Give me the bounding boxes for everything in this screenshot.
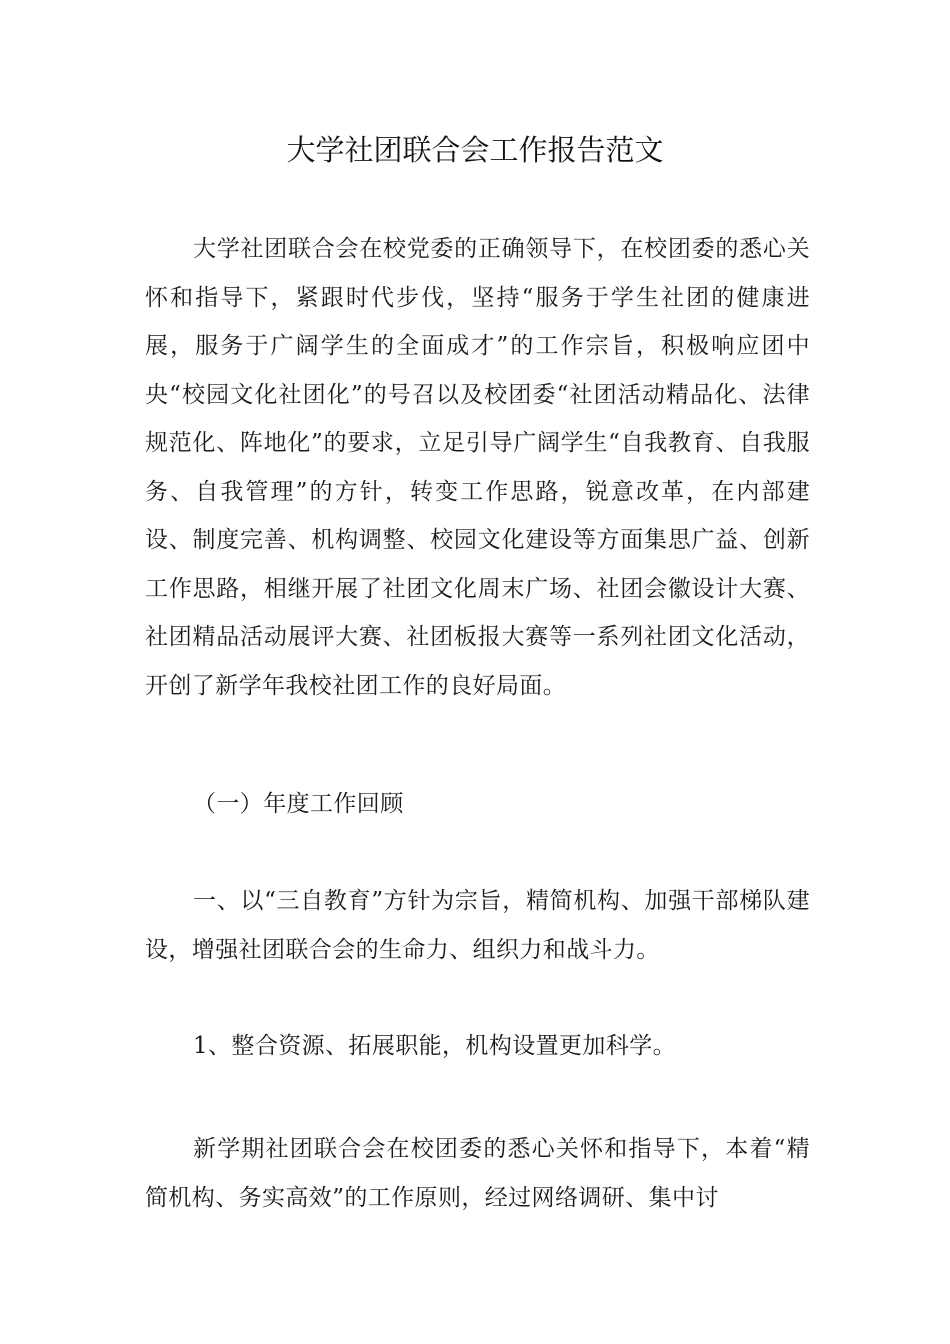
sub-item-one-paragraph: 1、整合资源、拓展职能，机构设置更加科学。 <box>193 1033 677 1059</box>
section-heading: （一）年度工作回顾 <box>193 791 404 817</box>
item-one-paragraph: 一、以“三自教育”方针为宗旨，精简机构、加强干部梯队建设，增强社团联合会的生命力、组织力和战斗力。 <box>145 888 810 963</box>
body-paragraph: 新学期社团联合会在校团委的悉心关怀和指导下，本着“精简机构、务实高效”的工作原则，经过网络调研、集中讨 <box>145 1136 810 1211</box>
document-title: 大学社团联合会工作报告范文 <box>286 133 664 167</box>
intro-paragraph: 大学社团联合会在校党委的正确领导下，在校团委的悉心关怀和指导下，紧跟时代步伐，坚持“服务于学生社团的健康进展，服务于广阔学生的全面成才”的工作宗旨，积极响应团中央“校园文化社团化”的号召以及校团委“社团活动精品化、法律规范化、阵地化”的要求，立足引导广阔学生“自我教育、自我服务、自我管理”的方针，转变工作思路，锐意改革，在内部建设、制度完善、机构调整、校园文化建设等方面集思广益、创新工作思路，相继开展了社团文化周末广场、社团会徽设计大赛、社团精品活动展评大赛、社团板报大赛等一系列社团文化活动，开创了新学年我校社团工作的良好局面。 <box>145 236 810 699</box>
